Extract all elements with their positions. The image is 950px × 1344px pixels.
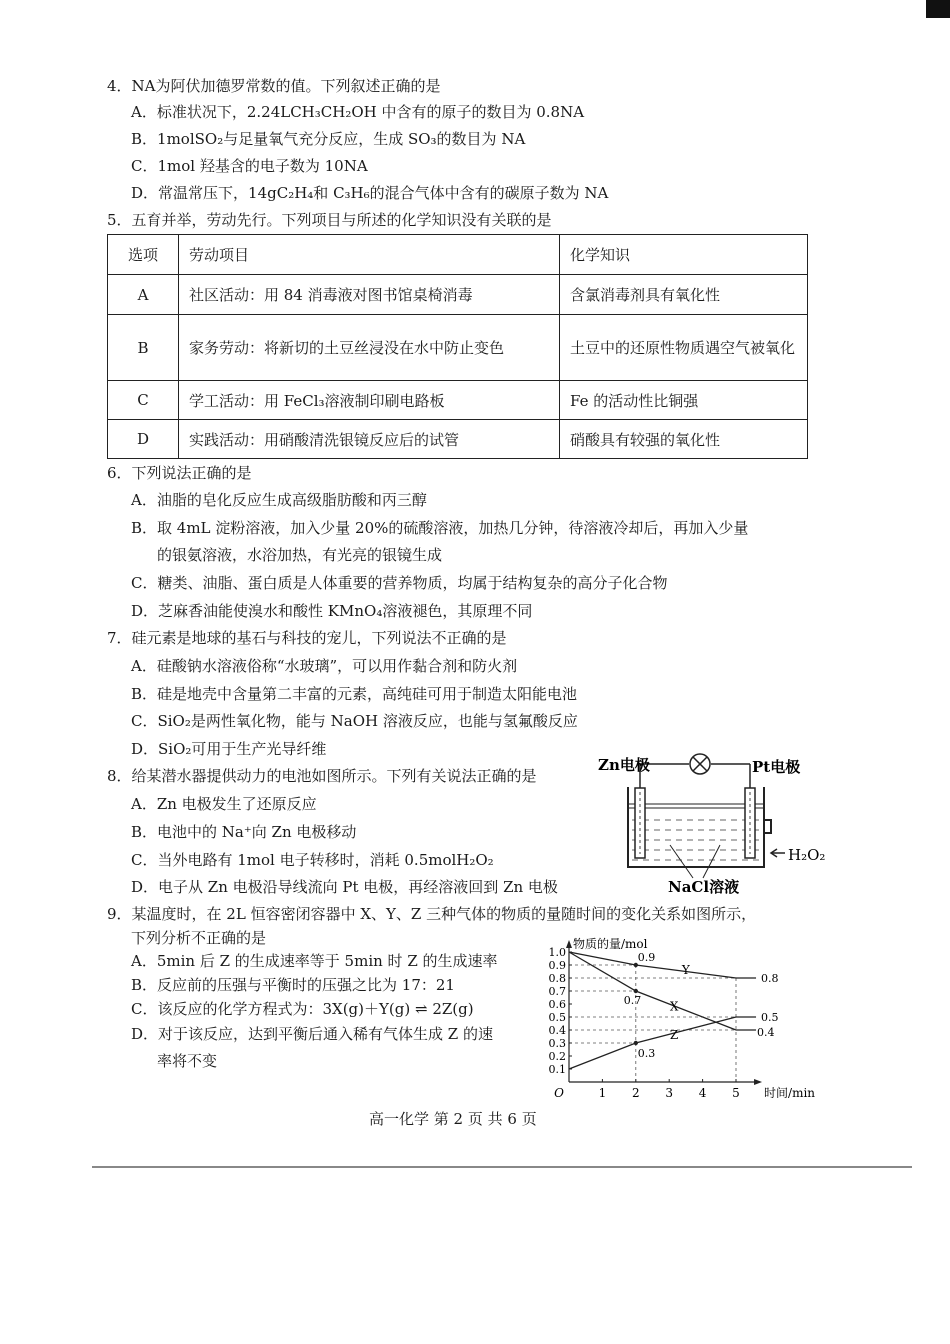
table-cell: 家务劳动：将新切的土豆丝浸没在水中防止变色 — [179, 315, 560, 381]
electrolyte-surface — [628, 804, 764, 808]
q7-stem: 7．硅元素是地球的基石与科技的宠儿，下列说法不正确的是 — [107, 629, 507, 647]
chart-axes — [566, 940, 762, 1085]
q4-option-d: D．常温常压下，14gC₂H₄和 C₃H₆的混合气体中含有的碳原子数为 NA — [131, 184, 609, 202]
q9-stem: 9．某温度时，在 2L 恒容密闭容器中 X、Y、Z 三种气体的物质的量随时间的变化关系如图所示， — [107, 905, 757, 923]
table-header-cell: 选项 — [108, 235, 179, 275]
zn-electrode — [635, 788, 645, 858]
point-z — [634, 1041, 638, 1045]
x-axis-title: 时间/min — [764, 1086, 815, 1098]
q4-option-b: B．1molSO₂与足量氧气充分反应，生成 SO₃的数目为 NA — [131, 130, 526, 148]
q5-stem: 5．五育并举，劳动先行。下列项目与所述的化学知识没有关联的是 — [107, 211, 552, 229]
table-cell: D — [108, 420, 179, 459]
table-cell: 含氯消毒剂具有氧化性 — [560, 275, 808, 315]
page-footer: 高一化学 第 2 页 共 6 页 — [369, 1110, 537, 1128]
table-cell: A — [108, 275, 179, 315]
table-cell: 土豆中的还原性物质遇空气被氧化 — [560, 315, 808, 381]
y-axis-title: 物质的量/mol — [573, 937, 648, 951]
q8-option-a: A．Zn 电极发生了还原反应 — [131, 795, 317, 813]
h2o2-label: H₂O₂ — [788, 846, 826, 864]
table-cell: 硝酸具有较强的氧化性 — [560, 420, 808, 459]
q7-option-b: B．硅是地壳中含量第二丰富的元素，高纯硅可用于制造太阳能电池 — [131, 685, 578, 703]
q6-option-c: C．糖类、油脂、蛋白质是人体重要的营养物质，均属于结构复杂的高分子化合物 — [131, 574, 668, 592]
annotation-0-3: 0.3 — [637, 1047, 656, 1060]
battery-diagram — [598, 742, 833, 897]
chart-series — [569, 952, 756, 1069]
table-cell: 实践活动：用硝酸清洗银镜反应后的试管 — [179, 420, 560, 459]
amount-time-chart — [545, 928, 815, 1098]
q6-option-b: B．取 4mL 淀粉溶液，加入少量 20%的硫酸溶液，加热几分钟，待溶液冷却后，再加入少量 — [131, 519, 749, 537]
y-axis-arrow — [566, 940, 572, 948]
zn-electrode-label: Zn电极 — [598, 756, 650, 774]
q9-option-b: B．反应前的压强与平衡时的压强之比为 17：21 — [131, 976, 455, 994]
x-tick-label: 5 — [732, 1086, 740, 1098]
scan-corner-mark — [926, 0, 950, 18]
q8-stem: 8．给某潜水器提供动力的电池如图所示。下列有关说法正确的是 — [107, 767, 537, 785]
table-row — [108, 315, 808, 381]
table-cell: C — [108, 381, 179, 420]
h2o2-inlet-arrow — [771, 849, 785, 857]
q6-option-b-cont: 的银氨溶液，水浴加热，有光亮的银镜生成 — [157, 546, 443, 564]
x-tick-label: 4 — [698, 1086, 707, 1098]
y-tick-label: 0.7 — [548, 985, 566, 998]
table-header-cell: 劳动项目 — [179, 235, 560, 275]
q9-option-d-cont: 率将不变 — [157, 1052, 218, 1070]
y-tick-label: 1.0 — [548, 946, 566, 959]
q9-option-c: C．该反应的化学方程式为：3X(g)＋Y(g) ⇌ 2Z(g) — [131, 1000, 474, 1018]
table-cell: B — [108, 315, 179, 381]
y-tick-label: 0.6 — [548, 998, 566, 1011]
y-tick-label: 0.1 — [548, 1063, 566, 1076]
point-x — [634, 989, 638, 993]
annotation-0-7: 0.7 — [623, 994, 642, 1007]
y-tick-label: 0.9 — [548, 959, 566, 972]
page-bottom-rule — [92, 1166, 912, 1168]
q8-option-b: B．电池中的 Na⁺向 Zn 电极移动 — [131, 823, 357, 841]
q9-option-a: A．5min 后 Z 的生成速率等于 5min 时 Z 的生成速率 — [131, 952, 498, 970]
x-tick-label: 3 — [665, 1086, 674, 1098]
x-tick-label: 1 — [598, 1086, 607, 1098]
q4-stem: 4．NA为阿伏加德罗常数的值。下列叙述正确的是 — [107, 77, 441, 95]
nacl-label: NaCl溶液 — [668, 878, 740, 896]
x-axis-arrow — [754, 1079, 762, 1085]
table-cell: 学工活动：用 FeCl₃溶液制印刷电路板 — [179, 381, 560, 420]
y-tick-label: 0.4 — [548, 1024, 566, 1037]
annotation-0-8: 0.8 — [761, 972, 779, 985]
annotation-0-9: 0.9 — [637, 951, 656, 964]
q7-option-c: C．SiO₂是两性氧化物，能与 NaOH 溶液反应，也能与氢氟酸反应 — [131, 712, 578, 730]
table-row — [108, 420, 808, 459]
series-label-z: Z — [669, 1028, 679, 1043]
q6-stem: 6．下列说法正确的是 — [107, 464, 252, 482]
q7-option-d: D．SiO₂可用于生产光导纤维 — [131, 740, 327, 758]
table-cell: 社区活动：用 84 消毒液对图书馆桌椅消毒 — [179, 275, 560, 315]
x-tick-label: O — [554, 1086, 564, 1098]
table-row — [108, 381, 808, 420]
q4-option-c: C．1mol 羟基含的电子数为 10NA — [131, 157, 368, 175]
annotation-0-5: 0.5 — [761, 1011, 779, 1024]
series-label-x: X — [669, 999, 679, 1014]
y-tick-label: 0.2 — [548, 1050, 566, 1063]
q7-option-a: A．硅酸钠水溶液俗称“水玻璃”，可以用作黏合剂和防火剂 — [131, 657, 518, 675]
q8-option-d: D．电子从 Zn 电极沿导线流向 Pt 电极，再经溶液回到 Zn 电极 — [131, 878, 558, 896]
y-tick-label: 0.8 — [548, 972, 566, 985]
series-label-y: Y — [681, 963, 690, 978]
table-row — [108, 275, 808, 315]
table-cell: Fe 的活动性比铜强 — [560, 381, 808, 420]
table-header-row — [108, 235, 808, 275]
q5-table — [107, 234, 808, 459]
q9-stem-cont: 下列分析不正确的是 — [131, 929, 267, 947]
pt-electrode — [745, 788, 755, 858]
y-tick-label: 0.5 — [548, 1011, 566, 1024]
x-tick-label: 2 — [631, 1086, 640, 1098]
q6-option-d: D．芝麻香油能使溴水和酸性 KMnO₄溶液褪色，其原理不同 — [131, 602, 533, 620]
table-header-cell: 化学知识 — [560, 235, 808, 275]
pt-electrode-label: Pt电极 — [752, 758, 801, 776]
annotation-0-4: 0.4 — [757, 1026, 775, 1039]
y-tick-label: 0.3 — [548, 1037, 566, 1050]
q9-option-d: D．对于该反应，达到平衡后通入稀有气体生成 Z 的速 — [131, 1025, 493, 1043]
q8-option-c: C．当外电路有 1mol 电子转移时，消耗 0.5molH₂O₂ — [131, 851, 494, 869]
q4-option-a: A．标准状况下，2.24LCH₃CH₂OH 中含有的原子的数目为 0.8NA — [131, 103, 585, 121]
electrolyte-dashes — [632, 820, 760, 860]
lamp-icon — [690, 754, 710, 774]
q6-option-a: A．油脂的皂化反应生成高级脂肪酸和丙三醇 — [131, 491, 427, 509]
